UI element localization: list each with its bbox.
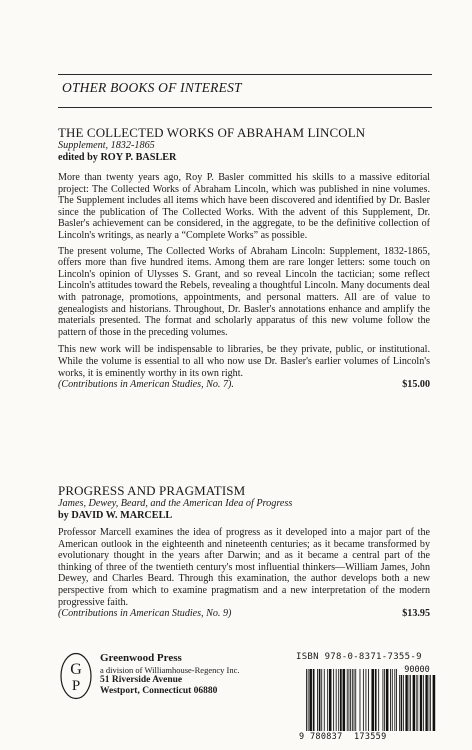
ean-right-digits: 173559 <box>354 732 387 741</box>
book-editor <box>58 152 430 164</box>
author-name: DAVID W. MARCELL <box>71 510 173 521</box>
series-name: (Contributions in American Studies, No. 7). <box>58 379 234 391</box>
publisher-address-line2: Westport, Connecticut 06880 <box>100 686 218 696</box>
section-header: OTHER BOOKS OF INTEREST <box>62 80 242 95</box>
book-price: $15.00 <box>402 379 430 391</box>
barcode-bar <box>308 669 309 731</box>
barcode-bar <box>363 669 364 731</box>
barcode-bar <box>317 669 318 731</box>
barcode-bar <box>349 669 350 731</box>
barcode-bar <box>383 669 384 731</box>
barcode-bar <box>429 675 430 731</box>
barcode-bar <box>347 669 348 731</box>
book-title: PROGRESS AND PRAGMATISM <box>58 483 246 498</box>
barcode-bar <box>366 669 367 731</box>
barcode-bar <box>413 675 415 731</box>
barcode-bar <box>327 669 328 731</box>
barcode-bar <box>410 675 411 731</box>
book-title: THE COLLECTED WORKS OF ABRAHAM LINCOLN <box>58 125 366 140</box>
barcode-bar <box>384 669 385 731</box>
publisher-address-line1: 51 Riverside Avenue <box>100 675 183 685</box>
book-description-paragraph: This new work will be indispensable to libraries, be they private, public, or institutional. While the volume is essential to all who now use Dr. Basler's earlier volumes of Lincoln's works, it is eminently worthy in its own right. <box>58 344 430 379</box>
series-name: (Contributions in American Studies, No. 9) <box>58 608 232 620</box>
ean-lead-digit: 9 <box>299 732 305 741</box>
barcode-bar <box>416 675 417 731</box>
editor-name: ROY P. BASLER <box>100 152 177 163</box>
author-prefix: by <box>58 510 69 521</box>
barcode-bar <box>420 675 422 731</box>
barcode-bar <box>396 669 397 731</box>
book-description-paragraph: The present volume, The Collected Works of Abraham Lincoln: Supplement, 1832-1865, offers more than five hundred items. Among them are rare longer letters: some touch on Lincoln's opinion of Ulysses S. Grant, and so reveal Lincoln the tactician; some reflect Lincoln's attitudes toward the Rebels, revealing a thoughtful Lincoln. Many documents deal with patronage, promotions, appointments, and personal matters. All are of value to genealogists and historians. Throughout, Dr. Basler's annotations enhance and amplify the materials presented. The format and scholarly apparatus of this new volume follow the pattern of those in the preceding volumes. <box>58 245 430 338</box>
barcode-bar <box>336 669 337 731</box>
book-entry-lincoln <box>58 126 430 391</box>
barcode-bar <box>392 669 393 731</box>
publisher-logo-icon <box>60 652 92 700</box>
publisher-division: a division of Williamhouse-Regency Inc. <box>100 665 240 675</box>
barcode-bar <box>417 675 418 731</box>
barcode-bar <box>340 669 342 731</box>
book-subtitle: Supplement, 1832-1865 <box>58 140 155 151</box>
book-description-paragraph: More than twenty years ago, Roy P. Basler committed his skills to a massive editorial project: The Collected Works of Abraham Lincoln, which was published in nine volumes. The Supplement includes all items which have been discovered and identified by Dr. Basler since the publication of The Collected Works. With the advent of this Supplement, Dr. Basler's achievement can be considered, in the aggregate, to be the definitive collection of Lincoln's writings, as nearly a “Complete Works” as possible. <box>58 172 430 241</box>
barcode-bar <box>338 669 339 731</box>
book-entry-progress <box>58 484 430 620</box>
editor-prefix: edited by <box>58 152 98 163</box>
barcode-bar <box>329 669 332 731</box>
book-author <box>58 510 430 522</box>
svg-text:G: G <box>70 661 82 678</box>
book-description-paragraph: Professor Marcell examines the idea of progress as it developed into a major part of the American outlook in the eighteenth and nineteenth centuries; as it became transformed by evolutionary thought in the years after Darwin; and as it became a central part of the thinking of three of the twentieth century's most influential thinkers—William James, John Dewey, and Charles Beard. Through this examination, the author develops both a new perspective from which to examine pragmatism and a new interpretation of the modern progressive faith. <box>58 527 430 608</box>
barcode-bar <box>354 669 355 731</box>
book-price: $13.95 <box>402 608 430 620</box>
header-rule-bottom <box>58 107 432 108</box>
barcode-bar <box>430 675 431 731</box>
barcode-bar <box>401 675 403 731</box>
barcode-bar <box>425 675 427 731</box>
series-line <box>58 379 430 391</box>
publisher-text <box>100 652 300 697</box>
barcode-bar <box>355 669 356 731</box>
barcode-bar <box>405 675 407 731</box>
barcode-bar <box>306 669 307 731</box>
barcode-bar <box>333 669 334 731</box>
isbn-text: ISBN 978-0-8371-7355-9 <box>296 652 422 662</box>
barcode-bar <box>394 669 395 731</box>
barcode-bar <box>371 669 374 731</box>
barcode-bar <box>378 669 379 731</box>
barcode-bar <box>324 669 325 731</box>
barcode-bar <box>350 669 351 731</box>
barcode-bar <box>368 669 369 731</box>
barcode-block <box>296 652 436 746</box>
barcode-bar <box>352 669 353 731</box>
barcode-bar <box>403 675 404 731</box>
barcode-bar <box>390 669 391 731</box>
barcode-bar <box>423 675 424 731</box>
barcode-bar <box>375 669 377 731</box>
ean-bars <box>306 669 397 731</box>
header-rule-top <box>58 74 432 75</box>
book-subtitle: James, Dewey, Beard, and the American Idea of Progress <box>58 498 293 509</box>
barcode-bar <box>313 669 315 731</box>
barcode-bar <box>409 675 410 731</box>
ean-left-digits: 780837 <box>310 732 343 741</box>
publisher-name: Greenwood Press <box>100 652 182 664</box>
svg-text:P: P <box>71 678 81 694</box>
barcode-bar <box>343 669 346 731</box>
barcode-bar <box>386 669 389 731</box>
barcode-icon <box>296 663 436 741</box>
addon-bars <box>399 675 436 731</box>
barcode-bar <box>319 669 321 731</box>
barcode-bar <box>433 675 435 731</box>
barcode-bar <box>360 669 361 731</box>
series-line <box>58 608 430 620</box>
barcode-bar <box>309 669 312 731</box>
barcode-bar <box>321 669 322 731</box>
addon-digits: 90000 <box>404 665 430 675</box>
barcode-bar <box>399 675 400 731</box>
